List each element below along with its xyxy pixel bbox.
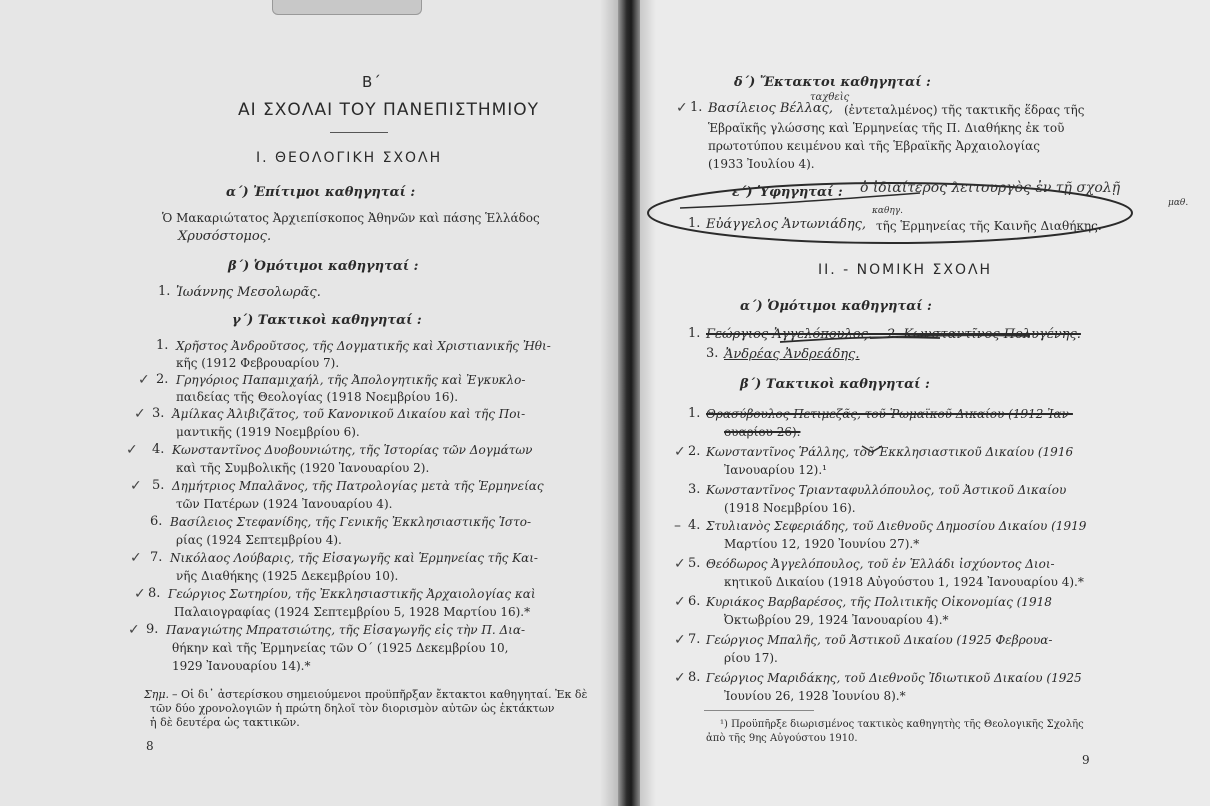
list-item-line: παιδείας τῆς Θεολογίας (1918 Νοεμβρίου 16). bbox=[176, 390, 459, 404]
list-item-line: κῆς (1912 Φεβρουαρίου 7). bbox=[176, 356, 340, 370]
list-item-line: Γρηγόριος Παπαμιχαήλ, τῆς Ἀπολογητικῆς καὶ Ἐγκυκλο- bbox=[176, 373, 526, 387]
footnote-line-1: ¹) Προϋπῆρξε διωρισμένος τακτικὸς καθηγητὴς τῆς Θεολογικῆς Σχολῆς bbox=[720, 719, 1084, 730]
list-item-line: Στυλιανὸς Σεφεριάδης, τοῦ Διεθνοῦς Δημοσίου Δικαίου (1919 bbox=[706, 519, 1087, 533]
list-item-line: κητικοῦ Δικαίου (1918 Αὐγούστου 1, 1924 Ἰανουαρίου 4).* bbox=[724, 575, 1084, 589]
list-item-number: 6. bbox=[150, 514, 163, 529]
list-item-number: 7. bbox=[150, 550, 163, 565]
list-item-line: Γεώργιος Σωτηρίου, τῆς Ἐκκλησιαστικῆς Ἀρχαιολογίας καὶ bbox=[168, 587, 536, 601]
list-item-number: 3. bbox=[688, 482, 701, 497]
list-item-line: Παναγιώτης Μπρατσιώτης, τῆς Εἰσαγωγῆς εἰς τὴν Π. Δια- bbox=[166, 623, 526, 637]
list-item-number: 2. bbox=[156, 372, 169, 387]
check-mark-icon: ✓ bbox=[676, 100, 688, 116]
page-number: 8 bbox=[146, 739, 154, 753]
list-item-line: Κωνσταντῖνος Δυοβουνιώτης, τῆς Ἱστορίας τῶν Δογμάτων bbox=[172, 443, 533, 457]
book-gutter bbox=[618, 0, 640, 806]
list-item-line: Ὀκτωβρίου 29, 1924 Ἰανουαρίου 4).* bbox=[724, 613, 949, 627]
section-number: Β΄ bbox=[362, 73, 382, 91]
heading-extraordinary: δ΄) Ἔκτακτοι καθηγηταί : bbox=[734, 75, 931, 90]
page-number: 9 bbox=[1082, 753, 1090, 767]
extraordinary-line-2: Ἑβραϊκῆς γλώσσης καὶ Ἑρμηνείας τῆς Π. Διαθήκης ἐκ τοῦ bbox=[708, 121, 1065, 135]
check-mark-icon: ✓ bbox=[130, 478, 142, 494]
list-item-line: Δημήτριος Μπαλᾶνος, τῆς Πατρολογίας μετὰ τῆς Ἑρμηνείας bbox=[172, 479, 544, 493]
docent-name: Εὐάγγελος Ἀντωνιάδης, bbox=[706, 217, 867, 232]
check-mark-icon: ✓ bbox=[674, 444, 686, 460]
check-mark-icon: ✓ bbox=[128, 622, 140, 638]
list-item-line: Παλαιογραφίας (1924 Σεπτεμβρίου 5, 1928 Μαρτίου 16).* bbox=[174, 605, 531, 619]
paper-clip bbox=[272, 0, 422, 15]
footnote-line-2: ἀπὸ τῆς 9ης Αὐγούστου 1910. bbox=[706, 733, 858, 744]
check-mark-icon: ✓ bbox=[674, 556, 686, 572]
school-heading: Ι. ΘΕΟΛΟΓΙΚΗ ΣΧΟΛΗ bbox=[256, 150, 443, 166]
heading-law-professors: β΄) Τακτικοὶ καθηγηταί : bbox=[740, 377, 930, 392]
list-item-line: Κωνσταντῖνος Τριανταφυλλόπουλος, τοῦ Ἀστικοῦ Δικαίου bbox=[706, 483, 1067, 497]
list-item-number: 6. bbox=[688, 594, 701, 609]
list-item-number: 7. bbox=[688, 632, 701, 647]
list-item-line: Χρῆστος Ἀνδροῦτσος, τῆς Δογματικῆς καὶ Χριστιανικῆς Ἠθι- bbox=[176, 339, 551, 353]
list-item-line: ρίας (1924 Σεπτεμβρίου 4). bbox=[176, 533, 342, 547]
handwritten-note: ὁ ἰδιαίτερος λειτουργὸς ἐν τῇ σχολῇ bbox=[860, 180, 1121, 196]
check-mark-icon: ✓ bbox=[126, 442, 138, 458]
list-item-line: Θεόδωρος Ἀγγελόπουλος, τοῦ ἐν Ἑλλάδι ἰσχύοντος Διοι- bbox=[706, 557, 1055, 571]
docent-rest: τῆς Ἑρμηνείας τῆς Καινῆς Διαθήκης. bbox=[876, 219, 1102, 233]
note-line-3: ἡ δὲ δευτέρα ὡς τακτικῶν. bbox=[150, 716, 300, 729]
page-title: ΑΙ ΣΧΟΛΑΙ ΤΟΥ ΠΑΝΕΠΙΣΤΗΜΙΟΥ bbox=[238, 100, 540, 120]
list-item-line: Ἰουνίου 26, 1928 Ἰουνίου 8).* bbox=[724, 689, 906, 703]
list-item-line: (1918 Νοεμβρίου 16). bbox=[724, 501, 856, 515]
list-item-number: 4. bbox=[152, 442, 165, 457]
list-item-line: Βασίλειος Στεφανίδης, τῆς Γενικῆς Ἐκκλησιαστικῆς Ἱστο- bbox=[170, 515, 532, 529]
list-item-number: 1. bbox=[688, 216, 701, 231]
right-page bbox=[640, 0, 1210, 806]
list-item-line: Κωνσταντῖνος Ῥάλλης, τοῦ Ἐκκλησιαστικοῦ Δικαίου (1916 bbox=[706, 445, 1074, 459]
dash-mark-icon: – bbox=[674, 518, 681, 534]
list-item-number: 3. bbox=[152, 406, 165, 421]
check-mark-icon: ✓ bbox=[130, 550, 142, 566]
list-item-line: νῆς Διαθήκης (1925 Δεκεμβρίου 10). bbox=[176, 569, 399, 583]
extraordinary-line-1: (ἐντεταλμένος) τῆς τακτικῆς ἕδρας τῆς bbox=[844, 103, 1085, 117]
check-mark-icon: ✓ bbox=[674, 670, 686, 686]
handwritten-note: ταχθεὶς bbox=[810, 92, 850, 103]
title-divider bbox=[330, 132, 388, 133]
list-item-number: 3. bbox=[706, 346, 719, 361]
list-item-line: Κυριάκος Βαρβαρέσος, τῆς Πολιτικῆς Οἰκονομίας (1918 bbox=[706, 595, 1052, 609]
list-item-line: Θρασύβουλος Πετιμεζᾶς, τοῦ Ῥωμαϊκοῦ Δικαίου (1912 Ἰαν- bbox=[706, 407, 1073, 421]
list-item-number: 1. bbox=[688, 406, 701, 421]
heading-emeritus: β΄) Ὁμότιμοι καθηγηταί : bbox=[228, 259, 419, 274]
list-item-number: 9. bbox=[146, 622, 159, 637]
list-item-number: 1. bbox=[688, 326, 701, 341]
heading-professors: γ΄) Τακτικοὶ καθηγηταί : bbox=[232, 313, 422, 328]
heading-docents: ε΄) Ὑφηγηταί : bbox=[732, 185, 843, 200]
heading-emeritus: α΄) Ὁμότιμοι καθηγηταί : bbox=[740, 299, 932, 314]
extraordinary-line-3: πρωτοτύπου κειμένου καὶ τῆς Ἑβραϊκῆς Ἀρχαιολογίας bbox=[708, 139, 1040, 153]
emeritus-line-1: Γεώργιος Ἀγγελόπουλος. – 2. Κωνσταντῖνος Πολυγένης. bbox=[706, 327, 1081, 342]
list-item-number: 8. bbox=[688, 670, 701, 685]
list-item-number: 1. bbox=[156, 338, 169, 353]
honorary-line-1: Ὁ Μακαριώτατος Ἀρχιεπίσκοπος Ἀθηνῶν καὶ πάσης Ἑλλάδος bbox=[162, 211, 540, 225]
check-mark-icon: ✓ bbox=[134, 406, 146, 422]
list-item-line: Γεώργιος Μπαλῆς, τοῦ Ἀστικοῦ Δικαίου (1925 Φεβρουα- bbox=[706, 633, 1053, 647]
check-mark-icon: ✓ bbox=[134, 586, 146, 602]
school-heading: ΙΙ. - ΝΟΜΙΚΗ ΣΧΟΛΗ bbox=[818, 262, 993, 278]
list-item-line: καὶ τῆς Συμβολικῆς (1920 Ἰανουαρίου 2). bbox=[176, 461, 430, 475]
list-item-number: 5. bbox=[688, 556, 701, 571]
list-item-line: Μαρτίου 12, 1920 Ἰουνίου 27).* bbox=[724, 537, 920, 551]
list-item-line: θήκην καὶ τῆς Ἑρμηνείας τῶν Ο΄ (1925 Δεκεμβρίου 10, bbox=[172, 641, 509, 655]
list-item-line: μαντικῆς (1919 Νοεμβρίου 6). bbox=[176, 425, 360, 439]
list-item-number: 2. bbox=[688, 444, 701, 459]
emeritus-name: Ἰωάννης Μεσολωρᾶς. bbox=[176, 285, 321, 300]
list-item-line: ρίου 17). bbox=[724, 651, 778, 665]
extraordinary-line-4: (1933 Ἰουλίου 4). bbox=[708, 157, 815, 171]
list-item-number: 8. bbox=[148, 586, 161, 601]
list-item-line: Ἀμίλκας Ἀλιβιζᾶτος, τοῦ Κανονικοῦ Δικαίου καὶ τῆς Ποι- bbox=[172, 407, 526, 421]
check-mark-icon: ✓ bbox=[674, 594, 686, 610]
emeritus-line-2: Ἀνδρέας Ἀνδρεάδης. bbox=[724, 347, 860, 362]
check-mark-icon: ✓ bbox=[674, 632, 686, 648]
list-item-number: 1. bbox=[690, 100, 703, 115]
check-mark-icon: ✓ bbox=[138, 372, 150, 388]
note-line-2: τῶν δύο χρονολογιῶν ἡ πρώτη δηλοῖ τὸν διορισμὸν αὐτῶν ὡς ἐκτάκτων bbox=[150, 702, 555, 715]
list-item-line: τῶν Πατέρων (1924 Ἰανουαρίου 4). bbox=[176, 497, 393, 511]
note-line-1: – Οἱ δι᾽ ἀστερίσκου σημειούμενοι προϋπῆρξαν ἔκτακτοι καθηγηταί. Ἐκ δὲ bbox=[172, 688, 588, 701]
binding-shadow bbox=[600, 0, 618, 806]
list-item-number: 4. bbox=[688, 518, 701, 533]
list-item-number: 5. bbox=[152, 478, 165, 493]
list-item-line: Ἰανουαρίου 12).¹ bbox=[724, 463, 827, 477]
list-item-line: 1929 Ἰανουαρίου 14).* bbox=[172, 659, 311, 673]
handwritten-note: μαθ. bbox=[1168, 198, 1189, 208]
note-label: Σημ. bbox=[144, 688, 170, 701]
heading-honorary: α΄) Ἐπίτιμοι καθηγηταί : bbox=[226, 185, 416, 200]
emeritus-number: 1. bbox=[158, 284, 171, 299]
handwritten-note: καθηγ. bbox=[872, 206, 904, 216]
footnote-divider bbox=[704, 710, 814, 711]
extraordinary-name: Βασίλειος Βέλλας, bbox=[708, 101, 834, 116]
list-item-line: ουαρίου 26). bbox=[724, 425, 801, 439]
honorary-line-2: Χρυσόστομος. bbox=[178, 229, 272, 244]
list-item-line: Γεώργιος Μαριδάκης, τοῦ Διεθνοῦς Ἰδιωτικοῦ Δικαίου (1925 bbox=[706, 671, 1082, 685]
list-item-line: Νικόλαος Λούβαρις, τῆς Εἰσαγωγῆς καὶ Ἑρμηνείας τῆς Και- bbox=[170, 551, 538, 565]
